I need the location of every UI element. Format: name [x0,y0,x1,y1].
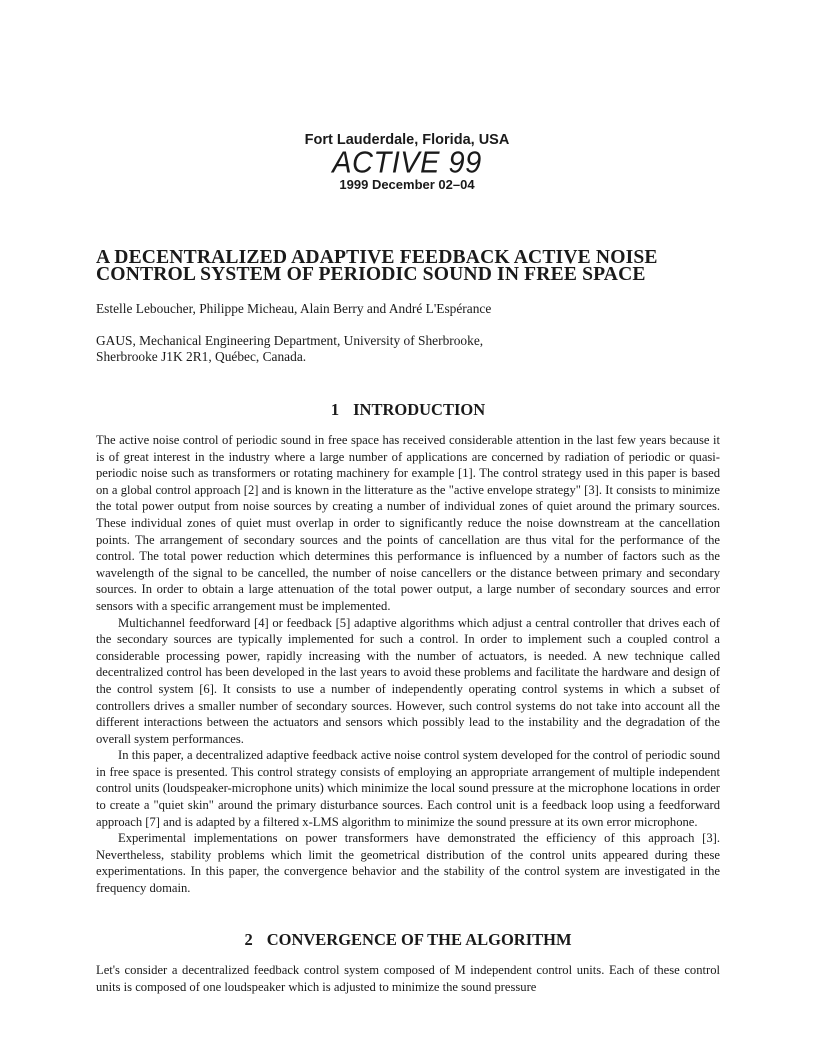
paragraph: Multichannel feedforward [4] or feedback [5] adaptive algorithms which adjust a central controller that drives each of the secondary sources are typically implemented for such a control. In order to implement such a coupled control a considerable processing power, rapidly increasing with the number of actuators, is needed. A new technique called decentralized control has been developed in the last years to avoid these problems and facilitate the hardware and design of the control system [6]. It consists to use a number of independently operating control systems in which a subset of controllers drives a smaller number of secondary sources. However, such control systems do not take into account all the different interactions between the actuators and sensors which possibly lead to the instability and the degradation of the overall system performances. [96,615,720,746]
section-title: CONVERGENCE OF THE ALGORITHM [266,930,572,949]
section-body-convergence [96,962,720,995]
section-heading-convergence [96,930,720,950]
section-title: INTRODUCTION [353,400,486,419]
author-list: Estelle Leboucher, Philippe Micheau, Alain Berry and André L'Espérance [96,301,492,316]
paragraph: In this paper, a decentralized adaptive feedback active noise control system developed for the control of periodic sound in free space is presented. This control strategy consists of employing an appropriate arrangement of multiple independent control units (loudspeaker-microphone units) which minimize the local sound pressure at the microphone locations in order to create a "quiet skin" around the primary disturbance sources. Each control unit is a feedback loop using a feedforward approach [7] and is adapted by a filtered x-LMS algorithm to minimize the sound pressure at its own error microphone. [96,748,720,829]
section-body-introduction [96,432,720,897]
paragraph: Experimental implementations on power transformers have demonstrated the efficiency of this approach [3]. Nevertheless, stability problems which limit the geometrical distribution of the control units appeared during these experimentations. In this paper, the convergence behavior and the stability of the control system are investigated in the frequency domain. [96,831,720,896]
conference-dates: 1999 December 02–04 [339,177,475,192]
conference-name: ACTIVE 99 [332,146,482,180]
title-line-1: A DECENTRALIZED ADAPTIVE FEEDBACK ACTIVE NOISE [96,247,658,268]
paragraph: Let's consider a decentralized feedback control system composed of M independent control units. Each of these control units is composed of one loudspeaker which is adjusted to minimize the sound pressure [96,963,720,994]
affiliation [96,333,483,365]
section-number: 2 [244,930,253,949]
affiliation-line-1: GAUS, Mechanical Engineering Department, University of Sherbrooke, [96,333,484,348]
paper-title [96,249,736,283]
title-line-2: CONTROL SYSTEM OF PERIODIC SOUND IN FREE SPACE [96,264,646,285]
section-heading-introduction [96,400,720,420]
affiliation-line-2: Sherbrooke J1K 2R1, Québec, Canada. [96,349,307,364]
conference-location: Fort Lauderdale, Florida, USA [304,132,510,148]
conference-logo [276,120,538,208]
section-number: 1 [330,400,340,419]
paragraph: The active noise control of periodic sound in free space has received considerable attention in the last few years because it is of great interest in the industry where a large number of applications are concerned by radiation of periodic or quasi-periodic noise such as transformers or rotating machinery for example [1]. The control strategy used in this paper is based on a global control approach [2] and is known in the litterature as the "active envelope strategy" [3]. It consists to minimize the total power output from noise sources by creating a number of individual zones of quiet around the primary sources. These individual zones of quiet must overlap in order to significantly reduce the noise downstream at the cancellation points. The arrangement of secondary sources and the points of cancellation are thus vital for the performance of the control. The total power reduction which determines this performance is influenced by a number of factors such as the wavelength of the signal to be cancelled, the number of noise cancellers or the distance between primary and secondary sources. In order to obtain a large attenuation of the total power output, a large number of secondary sources and error sensors with a specific arrangement must be implemented. [96,433,720,613]
